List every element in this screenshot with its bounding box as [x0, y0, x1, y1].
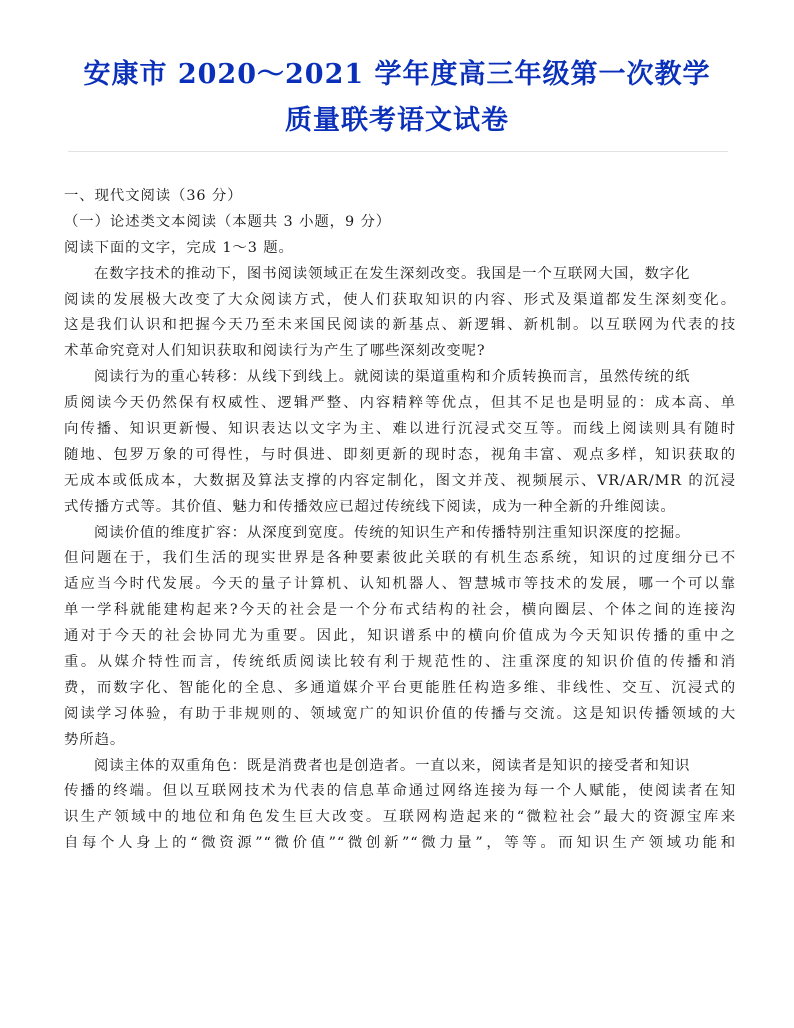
title-line-2: 质量联考语文试卷 [285, 105, 509, 136]
paragraph-line: 势所趋。 [64, 731, 126, 748]
paragraph-line: 传播的终端。但以互联网技术为代表的信息革命通过网络连接为每一个人赋能，使阅读者在知 [64, 783, 736, 800]
reading-instruction: 阅读下面的文字，完成 1～3 题。 [64, 239, 294, 256]
paragraph-line: 适应当今时代发展。今天的量子计算机、认知机器人、智慧城市等技术的发展，哪一个可以靠 [64, 576, 736, 593]
paragraph-line: 术革命究竟对人们知识获取和阅读行为产生了哪些深刻改变呢? [64, 343, 486, 360]
paragraph-line: 阅读价值的维度扩容：从深度到宽度。传统的知识生产和传播特别注重知识深度的挖掘。 [94, 524, 691, 541]
paragraph-line: 无成本或低成本，大数据及算法支撑的内容定制化，图文并茂、视频展示、VR/AR/MR 的沉浸 [64, 472, 736, 489]
paragraph-line: 向传播、知识更新慢、知识表达以文字为主、难以进行沉浸式交互等。而线上阅读则具有随时 [64, 421, 736, 438]
paragraph-line: 识生产领域中的地位和角色发生巨大改变。互联网构造起来的“微粒社会”最大的资源宝库来 [64, 809, 736, 826]
title-divider [68, 151, 728, 152]
paragraph-line: 但问题在于，我们生活的现实世界是各种要素彼此关联的有机生态系统，知识的过度细分已不 [64, 550, 736, 567]
paragraph-line: 自每个人身上的“微资源”“微价值”“微创新”“微力量”，等等。而知识生产领域功能和 [64, 835, 736, 852]
paragraph-line: 费，而数字化、智能化的全息、多通道媒介平台更能胜任构造多维、非线性、交互、沉浸式的 [64, 679, 736, 696]
paragraph-line: 阅读主体的双重角色：既是消费者也是创造者。一直以来，阅读者是知识的接受者和知识 [94, 757, 691, 774]
section-subheading: （一）论述类文本阅读（本题共 3 小题，9 分） [64, 213, 392, 230]
title-line-1: 安康市 2020～2021 学年度高三年级第一次教学 [83, 59, 711, 90]
paragraph-4 [64, 754, 736, 858]
paragraph-line: 式传播方式等。其价值、魅力和传播效应已超过传统线下阅读，成为一种全新的升维阅读。 [64, 498, 676, 515]
paragraph-1 [64, 262, 736, 366]
paragraph-line: 重。从媒介特性而言，传统纸质阅读比较有利于规范性的、注重深度的知识价值的传播和消 [64, 654, 736, 671]
paragraph-line: 在数字技术的推动下，图书阅读领域正在发生深刻改变。我国是一个互联网大国，数字化 [94, 265, 691, 282]
section-heading: 一、现代文阅读（36 分） [64, 188, 243, 204]
document-title [0, 52, 794, 144]
paragraph-line: 随地、包罗万象的可得性，与时俱进、即刻更新的现时态，视角丰富、观点多样，知识获取的 [64, 446, 736, 463]
paragraph-line: 阅读行为的重心转移：从线下到线上。就阅读的渠道重构和介质转换而言，虽然传统的纸 [94, 369, 691, 386]
paragraph-line: 阅读学习体验，有助于非规则的、领域宽广的知识价值的传播与交流。这是知识传播领域的大 [64, 705, 736, 722]
paragraph-line: 质阅读今天仍然保有权威性、逻辑严整、内容精粹等优点，但其不足也是明显的：成本高、单 [64, 395, 736, 412]
paragraph-line: 阅读的发展极大改变了大众阅读方式，使人们获取知识的内容、形式及渠道都发生深刻变化。 [64, 291, 736, 308]
paragraph-line: 单一学科就能建构起来?今天的社会是一个分布式结构的社会，横向圈层、个体之间的连接沟 [64, 602, 736, 619]
paragraph-2 [64, 365, 736, 520]
paragraph-line: 这是我们认识和把握今天乃至未来国民阅读的新基点、新逻辑、新机制。以互联网为代表的技 [64, 317, 736, 334]
paragraph-line: 通对于今天的社会协同尤为重要。因此，知识谱系中的横向价值成为今天知识传播的重中之 [64, 628, 736, 645]
paragraph-3 [64, 521, 736, 754]
document-body [64, 184, 736, 857]
